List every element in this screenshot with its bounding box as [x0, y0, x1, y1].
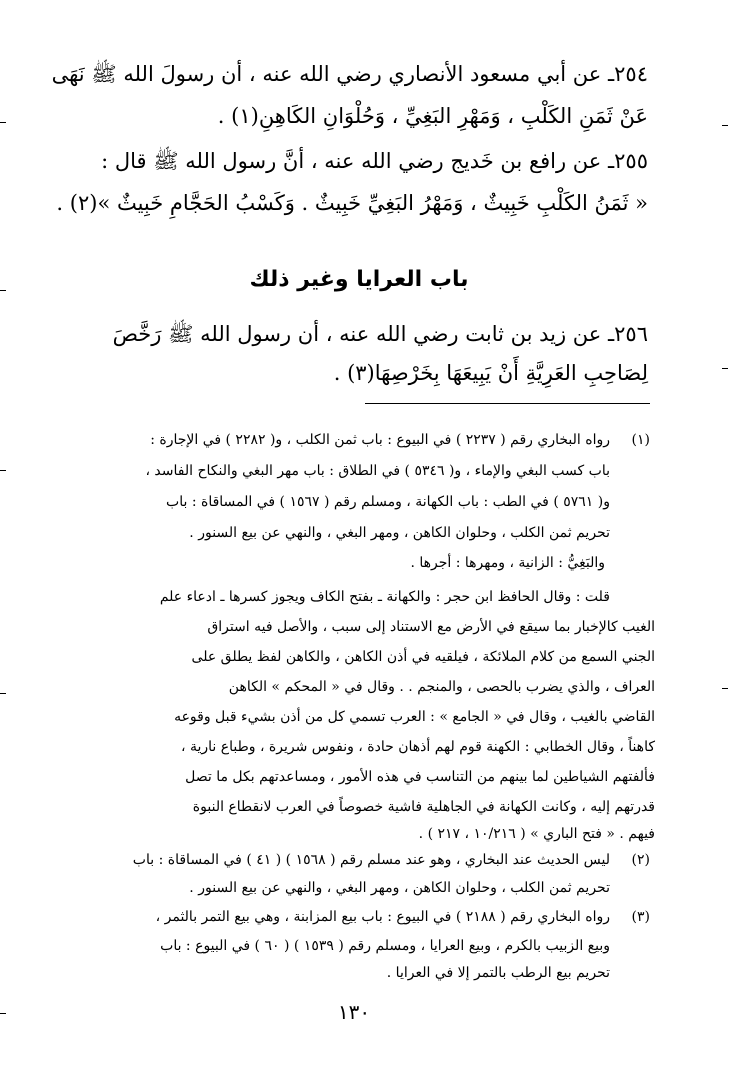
- margin-mark: [0, 693, 6, 694]
- margin-mark: [722, 368, 728, 369]
- footnote-1-commentary-line-7: فألفتهم الشياطين لما بينهم من التناسب في هذه الأمور ، ومساعدتهم بكل ما تصل: [185, 769, 655, 785]
- footnote-1-commentary-line-3: الجني السمع من كلام الملائكة ، فيلقيه في أذن الكاهن ، والكاهن لفظ يطلق على: [191, 649, 655, 665]
- footnote-3-line-2: وبيع الزبيب بالكرم ، وبيع العرايا ، ومسلم رقم ( ١٥٣٩ ) ( ٦٠ ) في البيوع : باب: [160, 938, 610, 954]
- footnote-1-commentary-line-6: كاهناً ، وقال الخطابي : الكهنة قوم لهم أذهان حادة ، ونفوس شريرة ، وطباع نارية ،: [181, 739, 655, 755]
- margin-mark: [0, 470, 6, 471]
- page-number: ١٣٠: [337, 1000, 371, 1024]
- margin-mark: [0, 1013, 6, 1014]
- footnote-1-commentary-line-5: القاضي بالغيب ، وقال في « الجامع » : العرب تسمي كل من أذن بشيء قبل وقوعه: [174, 709, 655, 725]
- footnote-2-line-2: تحريم ثمن الكلب ، وحلوان الكاهن ، ومهر البغي ، والنهي عن بيع السنور .: [189, 880, 610, 896]
- footnote-1-line-5: والبَغِيُّ : الزانية ، ومهرها : أجرها .: [410, 555, 605, 571]
- footnote-3-line-3: تحريم بيع الرطب بالتمر إلا في العرايا .: [386, 965, 610, 981]
- margin-mark: [0, 290, 6, 291]
- hadith-254-line-1: ٢٥٤ـ عن أبي مسعود الأنصاري رضي الله عنه ، أن رسولَ الله ﷺ نَهَى: [51, 62, 648, 86]
- footnote-1-commentary-line-8: قدرتهم إليه ، وكانت الكهانة في الجاهلية فاشية خصوصاً في العرب لانقطاع النبوة: [192, 799, 655, 815]
- footnote-1-line-1: رواه البخاري رقم ( ٢٢٣٧ ) في البيوع : باب ثمن الكلب ، و( ٢٢٨٢ ) في الإجارة :: [150, 432, 610, 448]
- footnote-1-commentary-line-9: فيهم . « فتح الباري » ( ١٠/٢١٦ ، ٢١٧ ) .: [418, 826, 655, 842]
- footnote-3-line-1: رواه البخاري رقم ( ٢١٨٨ ) في البيوع : باب بيع المزابنة ، وهي بيع التمر بالثمر ،: [155, 909, 610, 925]
- footnote-1-line-4: تحريم ثمن الكلب ، وحلوان الكاهن ، ومهر البغي ، والنهي عن بيع السنور .: [189, 525, 610, 541]
- hadith-256-line-2: لِصَاحِبِ العَرِيَّةِ أَنْ يَبِيعَهَا بِخَرْصِهَا(٣) .: [333, 361, 648, 385]
- hadith-255-line-1: ٢٥٥ـ عن رافع بن خَديج رضي الله عنه ، أنَّ رسول الله ﷺ قال :: [101, 149, 648, 173]
- footnote-number: (١): [631, 432, 650, 448]
- hadith-255-line-2: « ثَمَنُ الكَلْبِ خَبِيثٌ ، وَمَهْرُ البَغِيِّ خَبِيثٌ . وَكَسْبُ الحَجَّامِ خَبِيثٌ »(٢) .: [56, 191, 648, 215]
- footnote-1-line-3: و( ٥٧٦١ ) في الطب : باب الكهانة ، ومسلم رقم ( ١٥٦٧ ) في المساقاة : باب: [166, 494, 610, 510]
- footnote-number: (٣): [631, 909, 650, 925]
- footnote-1-commentary-line-2: الغيب كالإخبار بما سيقع في الأرض مع الاستناد إلى سبب ، والأصل فيه استراق: [207, 619, 655, 635]
- footnote-separator: [365, 403, 650, 404]
- footnote-1-commentary-line-4: العراف ، والذي يضرب بالحصى ، والمنجم . . وقال في « المحكم » الكاهن: [228, 679, 655, 695]
- hadith-256-line-1: ٢٥٦ـ عن زيد بن ثابت رضي الله عنه ، أن رسول الله ﷺ رَخَّصَ: [112, 322, 648, 346]
- footnote-number: (٢): [631, 852, 650, 868]
- footnote-2-line-1: ليس الحديث عند البخاري ، وهو عند مسلم رقم ( ١٥٦٨ ) ( ٤١ ) في المساقاة : باب: [132, 852, 610, 868]
- footnote-1-line-2: باب كسب البغي والإماء ، و( ٥٣٤٦ ) في الطلاق : باب مهر البغي والنكاح الفاسد ،: [145, 463, 610, 479]
- margin-mark: [0, 122, 6, 123]
- margin-mark: [722, 125, 728, 126]
- chapter-title: باب العرايا وغير ذلك: [249, 267, 469, 292]
- footnote-1-commentary-line-1: قلت : وقال الحافظ ابن حجر : والكهانة ـ بفتح الكاف ويجوز كسرها ـ ادعاء علم: [159, 589, 610, 605]
- margin-mark: [722, 688, 728, 689]
- hadith-254-line-2: عَنْ ثَمَنِ الكَلْبِ ، وَمَهْرِ البَغِيِّ ، وَحُلْوَانِ الكَاهِنِ(١) .: [217, 104, 648, 128]
